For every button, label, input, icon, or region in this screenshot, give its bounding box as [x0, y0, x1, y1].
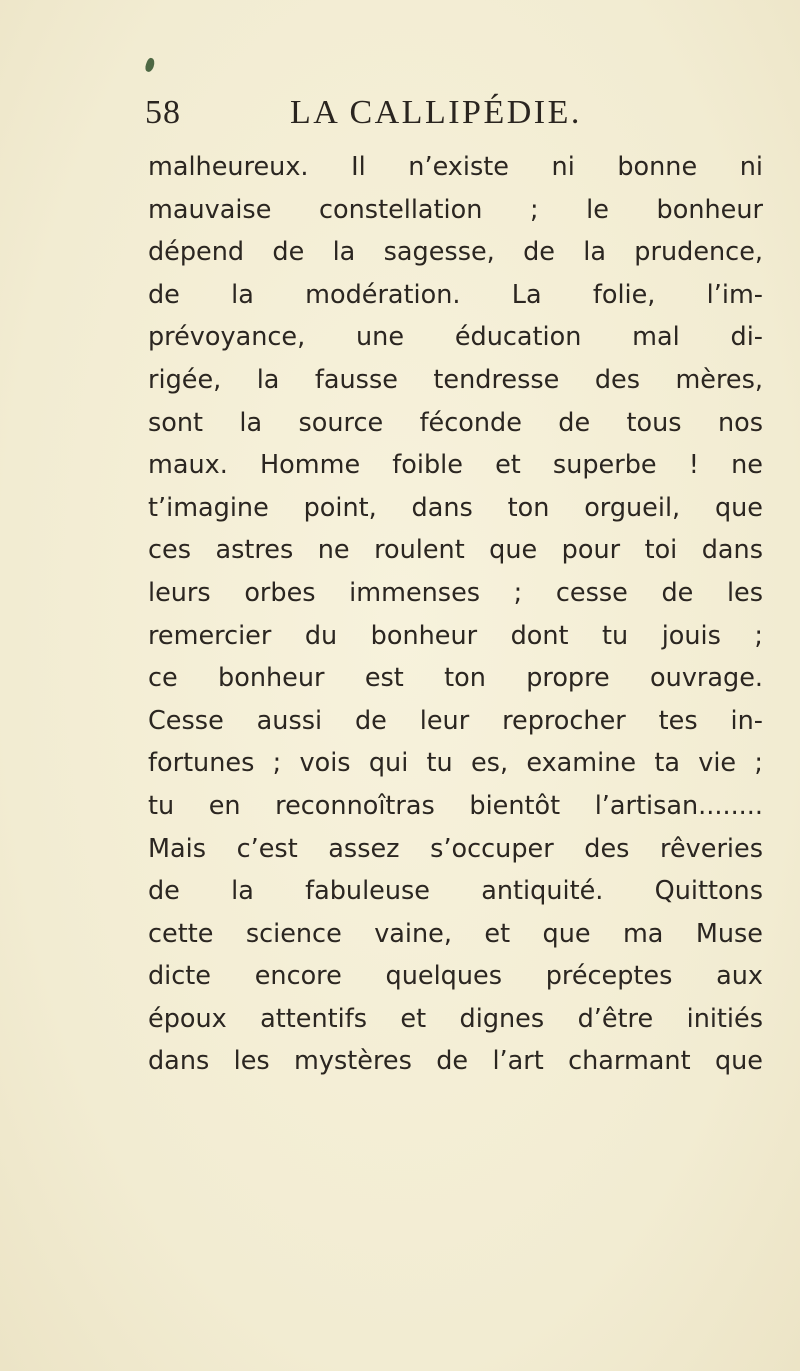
- text-line: dépend de la sagesse, de la prudence,: [148, 237, 763, 268]
- text-line: t’imagine point, dans ton orgueil, que: [148, 492, 763, 523]
- text-line: maux. Homme foible et superbe ! ne: [148, 450, 763, 481]
- body-text: [148, 146, 763, 1083]
- text-line: dans les mystères de l’art charmant que: [148, 1046, 763, 1077]
- text-line: Cesse aussi de leur reprocher tes in-: [148, 705, 763, 736]
- text-line: époux attentifs et dignes d’être initiés: [148, 1003, 763, 1034]
- text-line: de la modération. La folie, l’im-: [148, 279, 763, 310]
- text-line: tu en reconnoîtras bientôt l’artisan........: [148, 790, 763, 821]
- text-line: de la fabuleuse antiquité. Quittons: [148, 876, 763, 907]
- text-line: malheureux. Il n’existe ni bonne ni: [148, 152, 763, 182]
- running-title: LA CALLIPÉDIE.: [290, 94, 582, 131]
- text-line: ces astres ne roulent que pour toi dans: [148, 535, 763, 566]
- page-number: 58: [145, 94, 181, 131]
- text-line: sont la source féconde de tous nos: [148, 407, 763, 438]
- ink-spot-mark: [144, 57, 156, 73]
- text-line: Mais c’est assez s’occuper des rêveries: [148, 833, 763, 864]
- text-line: mauvaise constellation ; le bonheur: [148, 194, 763, 225]
- text-line: leurs orbes immenses ; cesse de les: [148, 577, 763, 608]
- text-line: fortunes ; vois qui tu es, examine ta vie ;: [148, 748, 763, 779]
- page-header: [145, 94, 785, 144]
- text-line: prévoyance, une éducation mal di-: [148, 322, 763, 353]
- text-line: ce bonheur est ton propre ouvrage.: [148, 663, 763, 694]
- text-line: cette science vaine, et que ma Muse: [148, 918, 763, 949]
- text-line: rigée, la fausse tendresse des mères,: [148, 364, 763, 395]
- text-line: dicte encore quelques préceptes aux: [148, 961, 763, 992]
- text-line: remercier du bonheur dont tu jouis ;: [148, 620, 763, 651]
